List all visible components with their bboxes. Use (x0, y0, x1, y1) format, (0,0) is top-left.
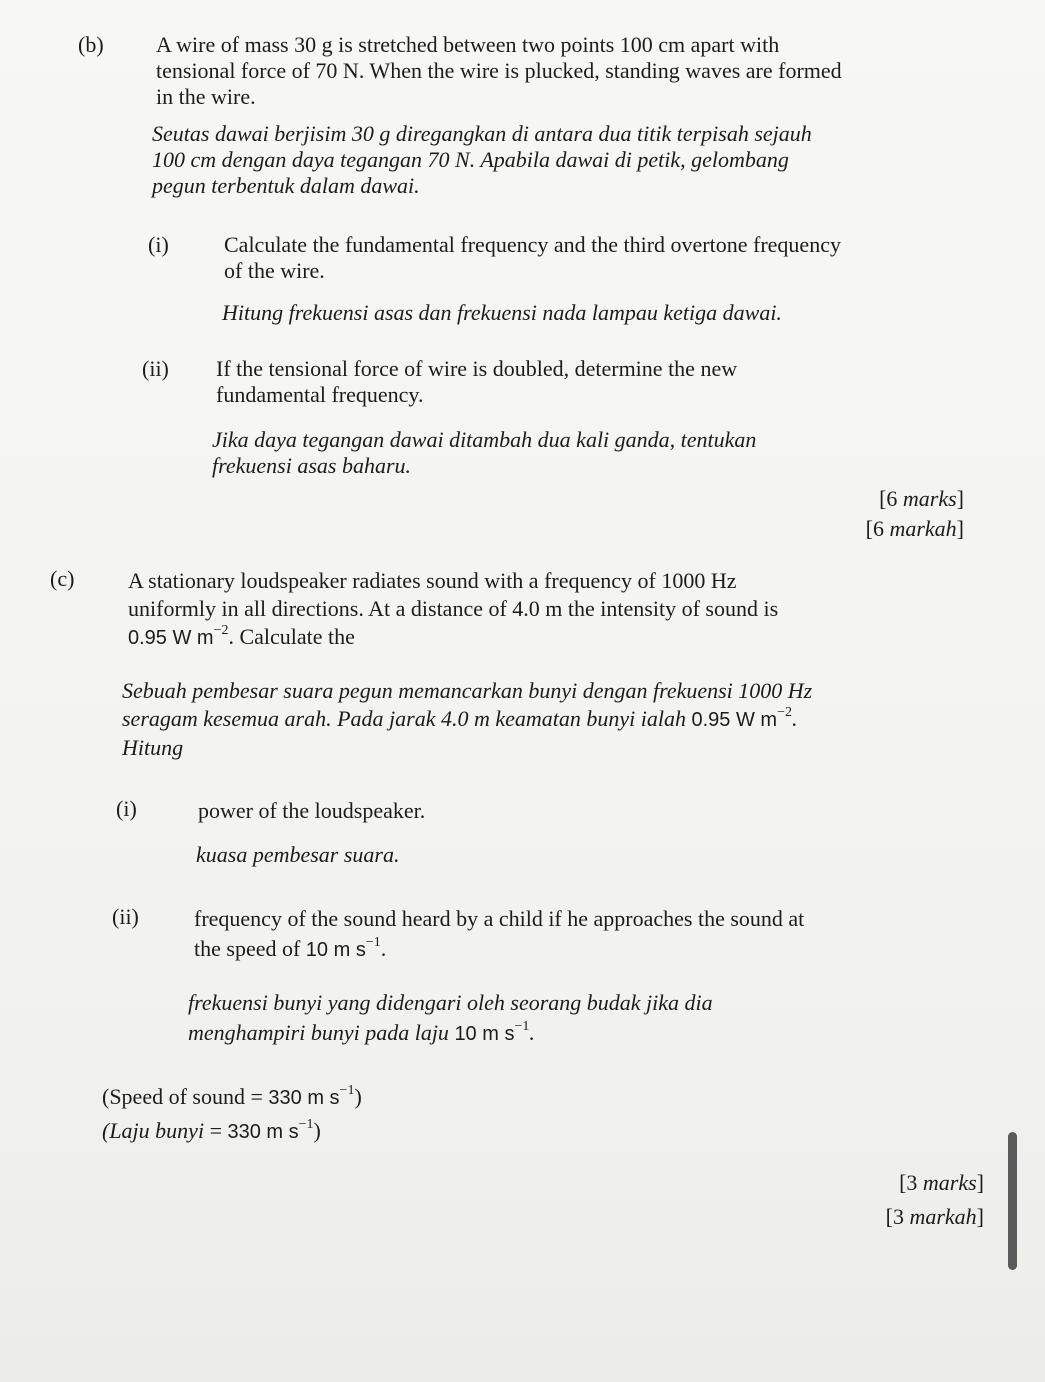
part-b-i-question-en (224, 232, 944, 284)
part-c-i-question-en: power of the loudspeaker. (198, 798, 426, 823)
text-line: 0.95 W $m^{-2}$. Calculate the (128, 622, 355, 649)
speed-of-sound-en: (Speed of sound = 330 m $s^{-1}$) (102, 1082, 362, 1109)
part-c-label: (c) (50, 566, 75, 591)
part-b-question-ms (152, 121, 942, 199)
vertical-scrollbar[interactable] (1008, 1132, 1017, 1270)
part-b-ii-question-en (216, 356, 936, 408)
text-line: Calculate the fundamental frequency and the third overtone frequency (224, 232, 841, 257)
text-line: A wire of mass 30 g is stretched between two points 100 cm apart with (156, 32, 780, 57)
part-b-marks-ms: [6 markah] (865, 516, 964, 541)
part-c-ii-question-ms (188, 990, 978, 1047)
text-line: seragam kesemua arah. Pada jarak 4.0 m keamatan bunyi ialah 0.95 W $m^{-2}$. (122, 704, 798, 731)
text-line: uniformly in all directions. At a distance of 4.0 m the intensity of sound is (128, 596, 779, 621)
part-b-label: (b) (78, 32, 104, 57)
part-b-ii-question-ms (212, 427, 932, 479)
part-b-question-en (156, 32, 946, 110)
part-b-i-label: (i) (148, 232, 169, 257)
speed-of-sound-ms: (Laju bunyi = 330 m $s^{-1}$) (102, 1116, 321, 1143)
text-line: Jika daya tegangan dawai ditambah dua kali ganda, tentukan (212, 427, 757, 452)
text-line: the speed of 10 m $s^{-1}$. (194, 934, 387, 961)
text-line: tensional force of 70 N. When the wire is plucked, standing waves are formed (156, 58, 842, 83)
text-line: 100 cm dengan daya tegangan 70 N. Apabila dawai di petik, gelombang (152, 147, 789, 172)
text-line: in the wire. (156, 84, 256, 109)
part-c-marks-ms: [3 markah] (885, 1204, 984, 1229)
part-c-i-label: (i) (116, 796, 137, 821)
text-line: pegun terbentuk dalam dawai. (152, 173, 420, 198)
part-b-ii-label: (ii) (142, 356, 169, 381)
text-line: Sebuah pembesar suara pegun memancarkan bunyi dengan frekuensi 1000 Hz (122, 678, 813, 703)
text-line: A stationary loudspeaker radiates sound with a frequency of 1000 Hz (128, 568, 737, 593)
text-line: frequency of the sound heard by a child if he approaches the sound at (194, 906, 805, 931)
part-c-i-question-ms: kuasa pembesar suara. (196, 842, 400, 867)
part-b-marks-en: [6 marks] (879, 486, 964, 511)
text-line: frekuensi asas baharu. (212, 453, 412, 478)
text-line: Hitung (122, 735, 184, 760)
text-line: of the wire. (224, 258, 325, 283)
part-c-marks-en: [3 marks] (899, 1170, 984, 1195)
part-c-question-ms (122, 678, 982, 761)
text-line: menghampiri bunyi pada laju 10 m $s^{-1}$. (188, 1018, 535, 1045)
part-c-ii-question-en (194, 906, 984, 963)
text-line: Seutas dawai berjisim 30 g diregangkan di antara dua titik terpisah sejauh (152, 121, 812, 146)
text-line: If the tensional force of wire is doubled, determine the new (216, 356, 738, 381)
text-line: fundamental frequency. (216, 382, 424, 407)
text-line: frekuensi bunyi yang didengari oleh seorang budak jika dia (188, 990, 713, 1015)
part-c-ii-label: (ii) (112, 904, 139, 929)
part-b-i-question-ms: Hitung frekuensi asas dan frekuensi nada lampau ketiga dawai. (222, 300, 782, 325)
part-c-question-en (128, 568, 948, 651)
